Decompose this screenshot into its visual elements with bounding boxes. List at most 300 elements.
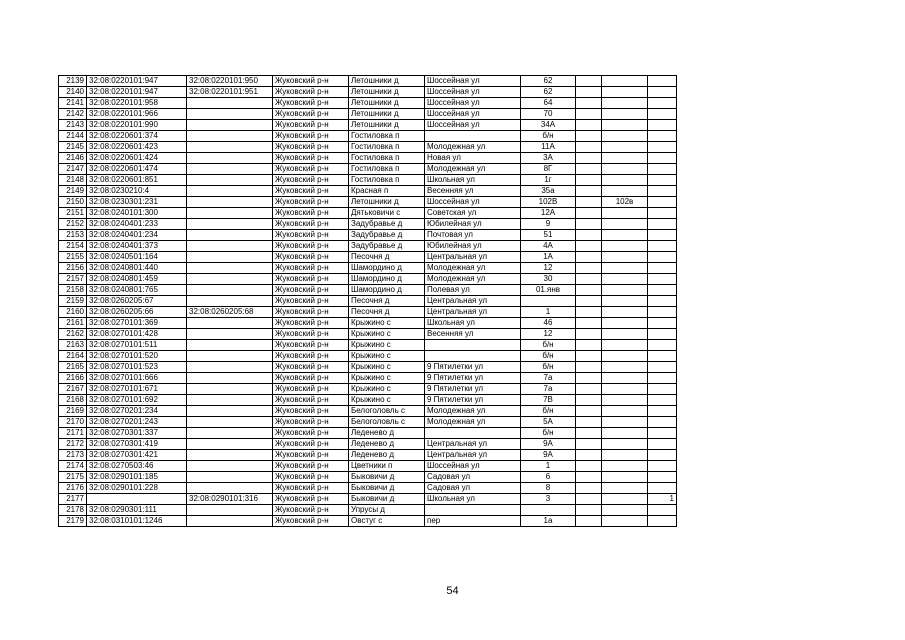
extra-flag	[648, 384, 677, 395]
empty-cell	[576, 362, 602, 373]
building-number	[602, 450, 648, 461]
house-number: 3	[521, 494, 576, 505]
cadastral-number	[87, 494, 187, 505]
row-number: 2160	[59, 307, 87, 318]
locality: Гостиловка п	[349, 153, 425, 164]
district: Жуковский р-н	[273, 461, 349, 472]
street: Школьная ул	[425, 318, 521, 329]
related-cadastral-number	[187, 208, 273, 219]
house-number: 7В	[521, 395, 576, 406]
house-number: б/н	[521, 406, 576, 417]
table-row	[59, 318, 677, 329]
district: Жуковский р-н	[273, 263, 349, 274]
row-number: 2174	[59, 461, 87, 472]
cadastral-number: 32:08:0260205:67	[87, 296, 187, 307]
district: Жуковский р-н	[273, 340, 349, 351]
district: Жуковский р-н	[273, 120, 349, 131]
house-number: 1а	[521, 516, 576, 527]
district: Жуковский р-н	[273, 98, 349, 109]
street: Юбилейная ул	[425, 219, 521, 230]
building-number	[602, 164, 648, 175]
empty-cell	[576, 450, 602, 461]
row-number: 2143	[59, 120, 87, 131]
extra-flag	[648, 274, 677, 285]
table-row	[59, 296, 677, 307]
table-row	[59, 439, 677, 450]
row-number: 2169	[59, 406, 87, 417]
table-row	[59, 417, 677, 428]
district: Жуковский р-н	[273, 252, 349, 263]
building-number	[602, 373, 648, 384]
related-cadastral-number	[187, 395, 273, 406]
street: Весенняя ул	[425, 329, 521, 340]
extra-flag	[648, 483, 677, 494]
building-number	[602, 241, 648, 252]
table-row	[59, 197, 677, 208]
extra-flag	[648, 296, 677, 307]
table-row	[59, 131, 677, 142]
street: Шоссейная ул	[425, 76, 521, 87]
row-number: 2144	[59, 131, 87, 142]
district: Жуковский р-н	[273, 329, 349, 340]
house-number: 70	[521, 109, 576, 120]
building-number	[602, 263, 648, 274]
related-cadastral-number	[187, 373, 273, 384]
building-number	[602, 142, 648, 153]
building-number	[602, 340, 648, 351]
cadastral-number: 32:08:0230301:231	[87, 197, 187, 208]
building-number	[602, 98, 648, 109]
building-number	[602, 406, 648, 417]
row-number: 2163	[59, 340, 87, 351]
cadastral-number: 32:08:0270101:369	[87, 318, 187, 329]
row-number: 2173	[59, 450, 87, 461]
cadastral-number: 32:08:0220101:990	[87, 120, 187, 131]
row-number: 2148	[59, 175, 87, 186]
locality: Крыжино с	[349, 351, 425, 362]
street: Школьная ул	[425, 494, 521, 505]
house-number: б/н	[521, 131, 576, 142]
table-row	[59, 307, 677, 318]
building-number: 102в	[602, 197, 648, 208]
table-row	[59, 406, 677, 417]
locality: Шамордино д	[349, 274, 425, 285]
locality: Леденево д	[349, 450, 425, 461]
house-number: 46	[521, 318, 576, 329]
locality: Овстуг с	[349, 516, 425, 527]
district: Жуковский р-н	[273, 494, 349, 505]
table-row	[59, 252, 677, 263]
table-row	[59, 164, 677, 175]
district: Жуковский р-н	[273, 428, 349, 439]
district: Жуковский р-н	[273, 373, 349, 384]
empty-cell	[576, 516, 602, 527]
building-number	[602, 428, 648, 439]
street: Шоссейная ул	[425, 197, 521, 208]
house-number: 3А	[521, 153, 576, 164]
building-number	[602, 307, 648, 318]
locality: Песочня д	[349, 307, 425, 318]
row-number: 2153	[59, 230, 87, 241]
cadastral-number: 32:08:0240101:300	[87, 208, 187, 219]
extra-flag	[648, 450, 677, 461]
street	[425, 351, 521, 362]
extra-flag	[648, 142, 677, 153]
house-number: 01.янв	[521, 285, 576, 296]
extra-flag	[648, 219, 677, 230]
house-number: 64	[521, 98, 576, 109]
related-cadastral-number	[187, 296, 273, 307]
empty-cell	[576, 76, 602, 87]
cadastral-number: 32:08:0270201:243	[87, 417, 187, 428]
locality: Леденево д	[349, 428, 425, 439]
extra-flag	[648, 197, 677, 208]
extra-flag	[648, 285, 677, 296]
district: Жуковский р-н	[273, 483, 349, 494]
cadastral-number: 32:08:0270101:692	[87, 395, 187, 406]
related-cadastral-number	[187, 461, 273, 472]
district: Жуковский р-н	[273, 219, 349, 230]
district: Жуковский р-н	[273, 307, 349, 318]
empty-cell	[576, 87, 602, 98]
street: Центральная ул	[425, 307, 521, 318]
building-number	[602, 505, 648, 516]
street: Советская ул	[425, 208, 521, 219]
building-number	[602, 461, 648, 472]
locality: Гостиловка п	[349, 175, 425, 186]
table-row	[59, 395, 677, 406]
table-row	[59, 208, 677, 219]
table-row	[59, 483, 677, 494]
locality: Упрусы д	[349, 505, 425, 516]
row-number: 2165	[59, 362, 87, 373]
street: Школьная ул	[425, 175, 521, 186]
street: Шоссейная ул	[425, 461, 521, 472]
table-row	[59, 219, 677, 230]
building-number	[602, 384, 648, 395]
extra-flag	[648, 373, 677, 384]
table-row	[59, 274, 677, 285]
table-row	[59, 98, 677, 109]
extra-flag	[648, 417, 677, 428]
cadastral-number: 32:08:0290301:111	[87, 505, 187, 516]
house-number: 51	[521, 230, 576, 241]
house-number: б/н	[521, 351, 576, 362]
locality: Крыжино с	[349, 373, 425, 384]
row-number: 2159	[59, 296, 87, 307]
table-row	[59, 373, 677, 384]
table-row	[59, 428, 677, 439]
related-cadastral-number	[187, 417, 273, 428]
locality: Дятьковичи с	[349, 208, 425, 219]
house-number: 6	[521, 472, 576, 483]
building-number	[602, 120, 648, 131]
extra-flag	[648, 329, 677, 340]
building-number	[602, 351, 648, 362]
empty-cell	[576, 285, 602, 296]
related-cadastral-number	[187, 384, 273, 395]
district: Жуковский р-н	[273, 296, 349, 307]
street: Весенняя ул	[425, 186, 521, 197]
street: 9 Пятилетки ул	[425, 362, 521, 373]
table-row	[59, 175, 677, 186]
locality: Летошники д	[349, 76, 425, 87]
locality: Крыжино с	[349, 362, 425, 373]
locality: Гостиловка п	[349, 142, 425, 153]
table-row	[59, 76, 677, 87]
street	[425, 505, 521, 516]
building-number	[602, 131, 648, 142]
street: Молодежная ул	[425, 274, 521, 285]
building-number	[602, 175, 648, 186]
related-cadastral-number	[187, 472, 273, 483]
locality: Летошники д	[349, 197, 425, 208]
street: Шоссейная ул	[425, 109, 521, 120]
locality: Задубравье д	[349, 230, 425, 241]
cadastral-number: 32:08:0290101:185	[87, 472, 187, 483]
locality: Крыжино с	[349, 384, 425, 395]
extra-flag	[648, 87, 677, 98]
street: Молодежная ул	[425, 263, 521, 274]
extra-flag	[648, 120, 677, 131]
cadastral-number: 32:08:0220601:424	[87, 153, 187, 164]
house-number: 8	[521, 483, 576, 494]
related-cadastral-number	[187, 153, 273, 164]
table-row	[59, 450, 677, 461]
related-cadastral-number	[187, 274, 273, 285]
empty-cell	[576, 98, 602, 109]
extra-flag	[648, 175, 677, 186]
related-cadastral-number: 32:08:0220101:950	[187, 76, 273, 87]
house-number: 4А	[521, 241, 576, 252]
locality: Быковичи д	[349, 472, 425, 483]
empty-cell	[576, 142, 602, 153]
extra-flag	[648, 395, 677, 406]
district: Жуковский р-н	[273, 406, 349, 417]
row-number: 2175	[59, 472, 87, 483]
cadastral-number: 32:08:0240801:459	[87, 274, 187, 285]
empty-cell	[576, 373, 602, 384]
related-cadastral-number	[187, 505, 273, 516]
house-number: 12	[521, 329, 576, 340]
street: Шоссейная ул	[425, 87, 521, 98]
row-number: 2177	[59, 494, 87, 505]
related-cadastral-number	[187, 439, 273, 450]
empty-cell	[576, 120, 602, 131]
district: Жуковский р-н	[273, 395, 349, 406]
empty-cell	[576, 274, 602, 285]
extra-flag	[648, 351, 677, 362]
related-cadastral-number	[187, 483, 273, 494]
related-cadastral-number	[187, 362, 273, 373]
related-cadastral-number	[187, 197, 273, 208]
row-number: 2142	[59, 109, 87, 120]
cadastral-number: 32:08:0270503:46	[87, 461, 187, 472]
district: Жуковский р-н	[273, 450, 349, 461]
row-number: 2154	[59, 241, 87, 252]
street: 9 Пятилетки ул	[425, 395, 521, 406]
empty-cell	[576, 197, 602, 208]
row-number: 2141	[59, 98, 87, 109]
related-cadastral-number: 32:08:0260205:68	[187, 307, 273, 318]
table-row	[59, 384, 677, 395]
building-number	[602, 483, 648, 494]
building-number	[602, 417, 648, 428]
district: Жуковский р-н	[273, 362, 349, 373]
row-number: 2151	[59, 208, 87, 219]
related-cadastral-number	[187, 142, 273, 153]
house-number: 35а	[521, 186, 576, 197]
related-cadastral-number	[187, 351, 273, 362]
locality: Шамордино д	[349, 263, 425, 274]
cadastral-number: 32:08:0270101:428	[87, 329, 187, 340]
extra-flag	[648, 164, 677, 175]
house-number: 1А	[521, 252, 576, 263]
building-number	[602, 494, 648, 505]
extra-flag	[648, 340, 677, 351]
extra-flag	[648, 362, 677, 373]
table-row	[59, 340, 677, 351]
table-row	[59, 87, 677, 98]
registry-table-body	[59, 76, 677, 527]
related-cadastral-number	[187, 285, 273, 296]
district: Жуковский р-н	[273, 417, 349, 428]
street: Молодежная ул	[425, 142, 521, 153]
row-number: 2145	[59, 142, 87, 153]
district: Жуковский р-н	[273, 318, 349, 329]
building-number	[602, 274, 648, 285]
table-row	[59, 263, 677, 274]
extra-flag	[648, 153, 677, 164]
table-row	[59, 329, 677, 340]
locality: Гостиловка п	[349, 131, 425, 142]
house-number: б/н	[521, 340, 576, 351]
extra-flag	[648, 98, 677, 109]
cadastral-number: 32:08:0220101:947	[87, 76, 187, 87]
district: Жуковский р-н	[273, 285, 349, 296]
house-number	[521, 296, 576, 307]
cadastral-number: 32:08:0240801:765	[87, 285, 187, 296]
district: Жуковский р-н	[273, 230, 349, 241]
row-number: 2179	[59, 516, 87, 527]
related-cadastral-number	[187, 120, 273, 131]
district: Жуковский р-н	[273, 516, 349, 527]
extra-flag	[648, 428, 677, 439]
cadastral-number: 32:08:0270101:666	[87, 373, 187, 384]
table-row	[59, 362, 677, 373]
registry-table	[58, 75, 677, 527]
district: Жуковский р-н	[273, 109, 349, 120]
cadastral-number: 32:08:0260205:66	[87, 307, 187, 318]
empty-cell	[576, 230, 602, 241]
house-number: 1	[521, 461, 576, 472]
locality: Песочня д	[349, 296, 425, 307]
house-number: 5А	[521, 417, 576, 428]
empty-cell	[576, 428, 602, 439]
related-cadastral-number	[187, 230, 273, 241]
table-row	[59, 351, 677, 362]
empty-cell	[576, 494, 602, 505]
district: Жуковский р-н	[273, 197, 349, 208]
cadastral-number: 32:08:0240501:164	[87, 252, 187, 263]
street: Центральная ул	[425, 296, 521, 307]
street	[425, 428, 521, 439]
empty-cell	[576, 472, 602, 483]
extra-flag	[648, 131, 677, 142]
building-number	[602, 318, 648, 329]
house-number: 9	[521, 219, 576, 230]
house-number: 34А	[521, 120, 576, 131]
table-row	[59, 461, 677, 472]
building-number	[602, 76, 648, 87]
cadastral-number: 32:08:0270101:671	[87, 384, 187, 395]
extra-flag	[648, 318, 677, 329]
extra-flag	[648, 76, 677, 87]
building-number	[602, 395, 648, 406]
house-number: 62	[521, 87, 576, 98]
house-number: 102В	[521, 197, 576, 208]
street: Садовая ул	[425, 472, 521, 483]
empty-cell	[576, 296, 602, 307]
locality: Крыжино с	[349, 340, 425, 351]
related-cadastral-number	[187, 164, 273, 175]
related-cadastral-number	[187, 219, 273, 230]
cadastral-number: 32:08:0270101:523	[87, 362, 187, 373]
street: Центральная ул	[425, 439, 521, 450]
row-number: 2170	[59, 417, 87, 428]
locality: Крыжино с	[349, 318, 425, 329]
row-number: 2166	[59, 373, 87, 384]
district: Жуковский р-н	[273, 131, 349, 142]
row-number: 2140	[59, 87, 87, 98]
empty-cell	[576, 340, 602, 351]
cadastral-number: 32:08:0270201:234	[87, 406, 187, 417]
extra-flag	[648, 208, 677, 219]
district: Жуковский р-н	[273, 241, 349, 252]
cadastral-number: 32:08:0220101:958	[87, 98, 187, 109]
empty-cell	[576, 318, 602, 329]
extra-flag	[648, 505, 677, 516]
related-cadastral-number	[187, 98, 273, 109]
related-cadastral-number	[187, 175, 273, 186]
row-number: 2149	[59, 186, 87, 197]
cadastral-number: 32:08:0220101:966	[87, 109, 187, 120]
related-cadastral-number	[187, 329, 273, 340]
cadastral-number: 32:08:0240401:373	[87, 241, 187, 252]
extra-flag	[648, 186, 677, 197]
row-number: 2139	[59, 76, 87, 87]
building-number	[602, 153, 648, 164]
related-cadastral-number	[187, 241, 273, 252]
street: Молодежная ул	[425, 406, 521, 417]
table-row	[59, 494, 677, 505]
row-number: 2156	[59, 263, 87, 274]
locality: Быковичи д	[349, 483, 425, 494]
building-number	[602, 186, 648, 197]
house-number: б/н	[521, 428, 576, 439]
empty-cell	[576, 208, 602, 219]
row-number: 2171	[59, 428, 87, 439]
building-number	[602, 252, 648, 263]
street: Шоссейная ул	[425, 98, 521, 109]
locality: Летошники д	[349, 87, 425, 98]
empty-cell	[576, 131, 602, 142]
table-row	[59, 186, 677, 197]
building-number	[602, 362, 648, 373]
row-number: 2176	[59, 483, 87, 494]
row-number: 2157	[59, 274, 87, 285]
row-number: 2168	[59, 395, 87, 406]
